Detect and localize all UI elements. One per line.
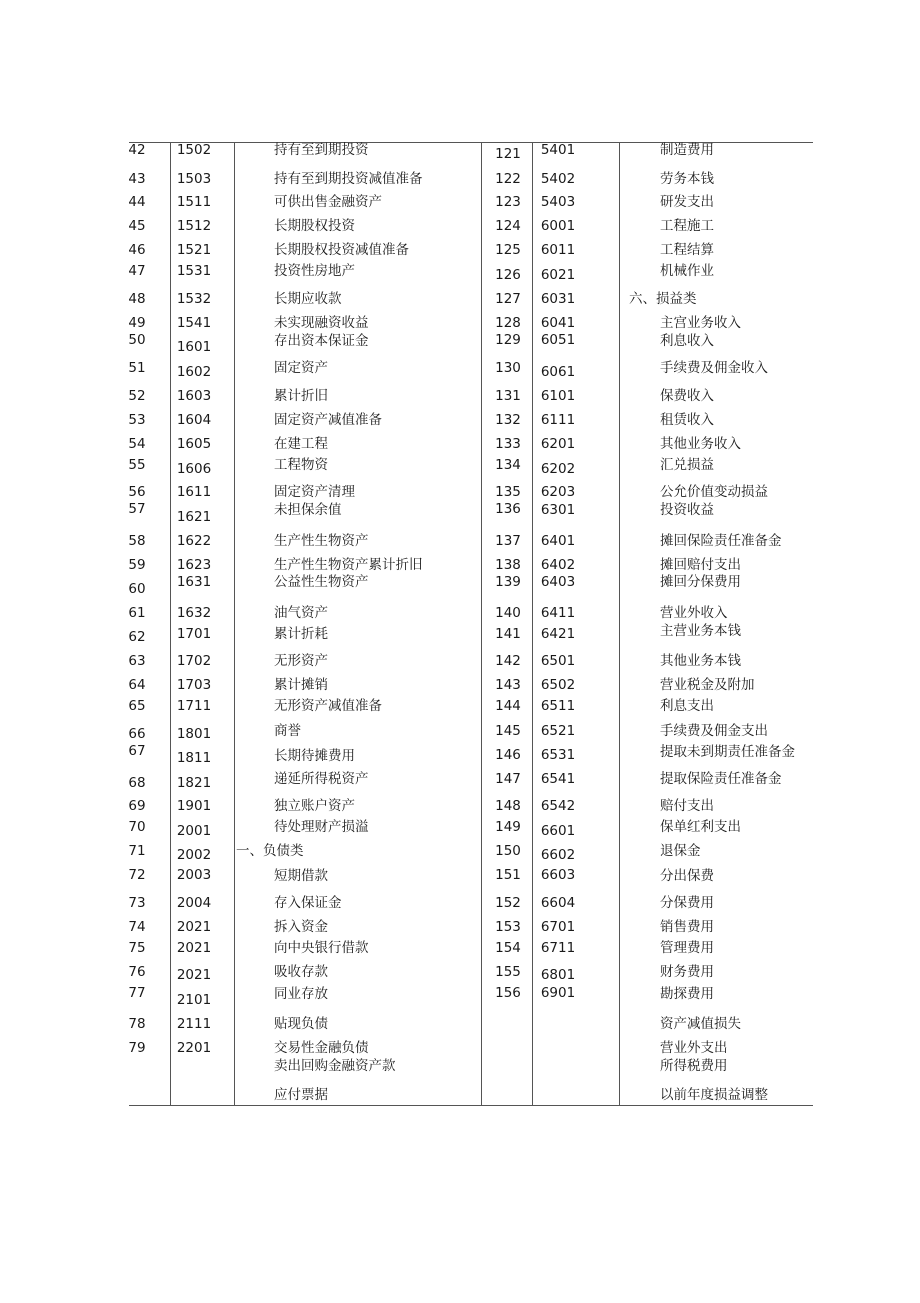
- account-name: 研发支出: [660, 194, 714, 210]
- account-code: 1512: [176, 218, 212, 234]
- account-name: 分出保费: [660, 868, 714, 884]
- row-number: 123: [495, 194, 521, 210]
- account-name: 租赁收入: [660, 412, 714, 428]
- account-code: 6421: [540, 626, 576, 642]
- row-number: 61: [128, 605, 146, 621]
- row-number: 47: [128, 263, 146, 279]
- account-name: 勘探费用: [660, 986, 714, 1002]
- account-name: 投资收益: [660, 502, 714, 518]
- row-number: 144: [495, 698, 521, 714]
- row-number: 76: [128, 964, 146, 980]
- row-number: 64: [128, 677, 146, 693]
- row-number: 72: [128, 867, 146, 883]
- row-number: 58: [128, 533, 146, 549]
- account-code: 6501: [540, 653, 576, 669]
- account-name: 资产减值损失: [660, 1016, 741, 1032]
- row-number: 141: [495, 626, 521, 642]
- account-code: 6411: [540, 605, 576, 621]
- row-number: 152: [495, 895, 521, 911]
- row-number: 143: [495, 677, 521, 693]
- account-name: 投资性房地产: [274, 263, 355, 279]
- account-name: 贴现负债: [274, 1016, 328, 1032]
- row-number: 66: [128, 726, 146, 742]
- row-number: 146: [495, 747, 521, 763]
- account-name: 营业外收入: [660, 605, 728, 621]
- account-name: 管理费用: [660, 940, 714, 956]
- account-code: 1511: [176, 194, 212, 210]
- row-number: 79: [128, 1040, 146, 1056]
- row-number: 129: [495, 332, 521, 348]
- account-name: 销售费用: [660, 919, 714, 935]
- account-name: 向中央银行借款: [274, 940, 369, 956]
- account-name: 长期股权投资减值准备: [274, 242, 409, 258]
- row-number: 62: [128, 629, 146, 645]
- account-name: 六、损益类: [629, 291, 697, 307]
- row-number: 50: [128, 332, 146, 348]
- row-number: 48: [128, 291, 146, 307]
- row-number: 147: [495, 771, 521, 787]
- row-number: 138: [495, 557, 521, 573]
- row-number: 56: [128, 484, 146, 500]
- row-number: 55: [128, 457, 146, 473]
- row-number: 125: [495, 242, 521, 258]
- row-number: 54: [128, 436, 146, 452]
- account-name: 生产性生物资产累计折旧: [274, 557, 423, 573]
- row-number: 135: [495, 484, 521, 500]
- account-code: 6301: [540, 502, 576, 518]
- account-name: 长期股权投资: [274, 218, 355, 234]
- account-code: 1622: [176, 533, 212, 549]
- account-code: 6541: [540, 771, 576, 787]
- account-name: 营业外支出: [660, 1040, 728, 1056]
- account-name: 机械作业: [660, 263, 714, 279]
- account-name: 工程施工: [660, 218, 714, 234]
- account-name: 主宫业务收入: [660, 315, 741, 331]
- row-number: 142: [495, 653, 521, 669]
- account-name: 保费收入: [660, 388, 714, 404]
- column-divider: [619, 142, 620, 1105]
- row-number: 126: [495, 267, 521, 283]
- row-number: 127: [495, 291, 521, 307]
- account-name: 利息支出: [660, 698, 714, 714]
- account-name: 工程物资: [274, 457, 328, 473]
- account-code: 6601: [540, 823, 576, 839]
- account-name: 持有至到期投资减值准备: [274, 171, 423, 187]
- account-code: 1711: [176, 698, 212, 714]
- account-name: 营业税金及附加: [660, 677, 755, 693]
- account-code: 6031: [540, 291, 576, 307]
- account-code: 2021: [176, 919, 212, 935]
- account-code: 6542: [540, 798, 576, 814]
- account-name: 主营业务本钱: [660, 623, 741, 639]
- account-code: 1801: [176, 726, 212, 742]
- account-name: 财务费用: [660, 964, 714, 980]
- account-name: 摊回保险责任准备金: [660, 533, 782, 549]
- row-number: 73: [128, 895, 146, 911]
- account-code: 6202: [540, 461, 576, 477]
- account-code: 1604: [176, 412, 212, 428]
- account-name: 未实现融资收益: [274, 315, 369, 331]
- row-number: 148: [495, 798, 521, 814]
- account-name: 制造费用: [660, 142, 714, 158]
- account-code: 1621: [176, 509, 212, 525]
- account-code: 6041: [540, 315, 576, 331]
- account-name: 独立账户资产: [274, 798, 355, 814]
- account-name: 待处理财产损溢: [274, 819, 369, 835]
- account-name: 以前年度损益调整: [660, 1087, 768, 1103]
- account-code: 6401: [540, 533, 576, 549]
- row-number: 131: [495, 388, 521, 404]
- row-number: 155: [495, 964, 521, 980]
- account-name: 商誉: [274, 723, 301, 739]
- row-number: 130: [495, 360, 521, 376]
- account-code: 1606: [176, 461, 212, 477]
- account-name: 累计折耗: [274, 626, 328, 642]
- account-name: 无形资产: [274, 653, 328, 669]
- column-divider: [170, 142, 171, 1105]
- account-code: 6201: [540, 436, 576, 452]
- account-name: 手续费及佣金支出: [660, 723, 768, 739]
- account-name: 吸收存款: [274, 964, 328, 980]
- account-code: 6511: [540, 698, 576, 714]
- account-code: 6021: [540, 267, 576, 283]
- account-code: 6711: [540, 940, 576, 956]
- row-number: 71: [128, 843, 146, 859]
- row-number: 57: [128, 501, 146, 517]
- account-name: 摊回赔付支出: [660, 557, 741, 573]
- account-name: 摊回分保费用: [660, 574, 741, 590]
- account-name: 公益性生物资产: [274, 574, 369, 590]
- account-name: 长期待摊费用: [274, 748, 355, 764]
- account-name: 汇兑损益: [660, 457, 714, 473]
- row-number: 128: [495, 315, 521, 331]
- row-number: 149: [495, 819, 521, 835]
- account-code: 1623: [176, 557, 212, 573]
- account-name: 固定资产: [274, 360, 328, 376]
- row-number: 63: [128, 653, 146, 669]
- row-number: 65: [128, 698, 146, 714]
- account-name: 所得税费用: [660, 1058, 728, 1074]
- account-code: 2021: [176, 967, 212, 983]
- account-code: 2003: [176, 867, 212, 883]
- account-code: 6801: [540, 967, 576, 983]
- row-number: 137: [495, 533, 521, 549]
- account-code: 6602: [540, 847, 576, 863]
- account-code: 6402: [540, 557, 576, 573]
- account-code: 2111: [176, 1016, 212, 1032]
- row-number: 53: [128, 412, 146, 428]
- row-number: 136: [495, 501, 521, 517]
- account-code: 5403: [540, 194, 576, 210]
- row-number: 145: [495, 723, 521, 739]
- account-name: 存出资本保证金: [274, 333, 369, 349]
- account-code: 6521: [540, 723, 576, 739]
- account-code: 6502: [540, 677, 576, 693]
- account-name: 提取保险责任准备金: [660, 771, 782, 787]
- account-code: 1611: [176, 484, 212, 500]
- account-name: 卖出回购金融资产款: [274, 1058, 396, 1074]
- account-name: 长期应收款: [274, 291, 342, 307]
- account-name: 可供出售金融资产: [274, 194, 382, 210]
- account-code: 1603: [176, 388, 212, 404]
- account-code: 5401: [540, 142, 576, 158]
- row-number: 44: [128, 194, 146, 210]
- account-name: 未担保余值: [274, 502, 342, 518]
- account-code: 5402: [540, 171, 576, 187]
- row-number: 77: [128, 985, 146, 1001]
- account-name: 无形资产减值准备: [274, 698, 382, 714]
- account-name: 一、负债类: [236, 843, 304, 859]
- account-name: 累计摊销: [274, 677, 328, 693]
- row-number: 42: [128, 142, 146, 158]
- row-number: 134: [495, 457, 521, 473]
- account-code: 1821: [176, 775, 212, 791]
- account-code: 1631: [176, 574, 212, 590]
- account-name: 退保金: [660, 843, 701, 859]
- account-code: 1532: [176, 291, 212, 307]
- account-code: 1541: [176, 315, 212, 331]
- row-number: 69: [128, 798, 146, 814]
- account-code: 1703: [176, 677, 212, 693]
- account-name: 分保费用: [660, 895, 714, 911]
- account-name: 持有至到期投资: [274, 142, 369, 158]
- row-number: 49: [128, 315, 146, 331]
- account-code: 6011: [540, 242, 576, 258]
- account-name: 其他业务收入: [660, 436, 741, 452]
- account-code: 2101: [176, 992, 212, 1008]
- column-divider: [532, 142, 533, 1105]
- account-code: 1521: [176, 242, 212, 258]
- account-code: 1901: [176, 798, 212, 814]
- account-code: 6061: [540, 364, 576, 380]
- account-name: 递延所得税资产: [274, 771, 369, 787]
- account-code: 2201: [176, 1040, 212, 1056]
- account-code: 6001: [540, 218, 576, 234]
- account-code: 1702: [176, 653, 212, 669]
- account-code: 6901: [540, 985, 576, 1001]
- account-code: 1502: [176, 142, 212, 158]
- account-name: 拆入资金: [274, 919, 328, 935]
- account-code: 2001: [176, 823, 212, 839]
- account-code: 1605: [176, 436, 212, 452]
- account-name: 固定资产减值准备: [274, 412, 382, 428]
- account-code: 1632: [176, 605, 212, 621]
- account-code: 6701: [540, 919, 576, 935]
- row-number: 67: [128, 743, 146, 759]
- row-number: 139: [495, 574, 521, 590]
- account-name: 油气资产: [274, 605, 328, 621]
- row-number: 140: [495, 605, 521, 621]
- account-code: 1602: [176, 364, 212, 380]
- account-name: 公允价值变动损益: [660, 484, 768, 500]
- row-number: 132: [495, 412, 521, 428]
- column-divider: [234, 142, 235, 1105]
- row-number: 121: [495, 146, 521, 162]
- row-number: 74: [128, 919, 146, 935]
- row-number: 51: [128, 360, 146, 376]
- row-number: 154: [495, 940, 521, 956]
- account-name: 保单红利支出: [660, 819, 741, 835]
- account-code: 1811: [176, 750, 212, 766]
- account-name: 劳务本钱: [660, 171, 714, 187]
- row-number: 124: [495, 218, 521, 234]
- row-number: 52: [128, 388, 146, 404]
- account-code: 1701: [176, 626, 212, 642]
- account-code: 1531: [176, 263, 212, 279]
- account-code: 2004: [176, 895, 212, 911]
- row-number: 70: [128, 819, 146, 835]
- account-code: 6403: [540, 574, 576, 590]
- row-number: 150: [495, 843, 521, 859]
- row-number: 68: [128, 775, 146, 791]
- row-number: 78: [128, 1016, 146, 1032]
- table-bottom-rule: [129, 1105, 813, 1106]
- account-name: 存入保证金: [274, 895, 342, 911]
- row-number: 151: [495, 867, 521, 883]
- account-code: 6603: [540, 867, 576, 883]
- account-name: 交易性金融负债: [274, 1040, 369, 1056]
- account-name: 短期借款: [274, 868, 328, 884]
- account-name: 累计折旧: [274, 388, 328, 404]
- row-number: 153: [495, 919, 521, 935]
- account-name: 工程结算: [660, 242, 714, 258]
- row-number: 46: [128, 242, 146, 258]
- account-code: 6051: [540, 332, 576, 348]
- row-number: 43: [128, 171, 146, 187]
- row-number: 133: [495, 436, 521, 452]
- account-name: 同业存放: [274, 986, 328, 1002]
- account-code: 6111: [540, 412, 576, 428]
- row-number: 60: [128, 581, 146, 597]
- column-divider: [481, 142, 482, 1105]
- account-code: 1601: [176, 339, 212, 355]
- account-code: 1503: [176, 171, 212, 187]
- account-code: 2002: [176, 847, 212, 863]
- account-name: 提取未到期责任准备金: [660, 744, 795, 760]
- account-name: 应付票据: [274, 1087, 328, 1103]
- account-code: 6531: [540, 747, 576, 763]
- row-number: 156: [495, 985, 521, 1001]
- account-name: 赔付支出: [660, 798, 714, 814]
- row-number: 59: [128, 557, 146, 573]
- account-name: 生产性生物资产: [274, 533, 369, 549]
- account-code: 6101: [540, 388, 576, 404]
- account-code: 2021: [176, 940, 212, 956]
- row-number: 45: [128, 218, 146, 234]
- account-name: 在建工程: [274, 436, 328, 452]
- account-code: 6203: [540, 484, 576, 500]
- account-code: 6604: [540, 895, 576, 911]
- account-name: 利息收入: [660, 333, 714, 349]
- row-number: 122: [495, 171, 521, 187]
- account-name: 其他业务本钱: [660, 653, 741, 669]
- row-number: 75: [128, 940, 146, 956]
- account-name: 固定资产清理: [274, 484, 355, 500]
- account-name: 手续费及佣金收入: [660, 360, 768, 376]
